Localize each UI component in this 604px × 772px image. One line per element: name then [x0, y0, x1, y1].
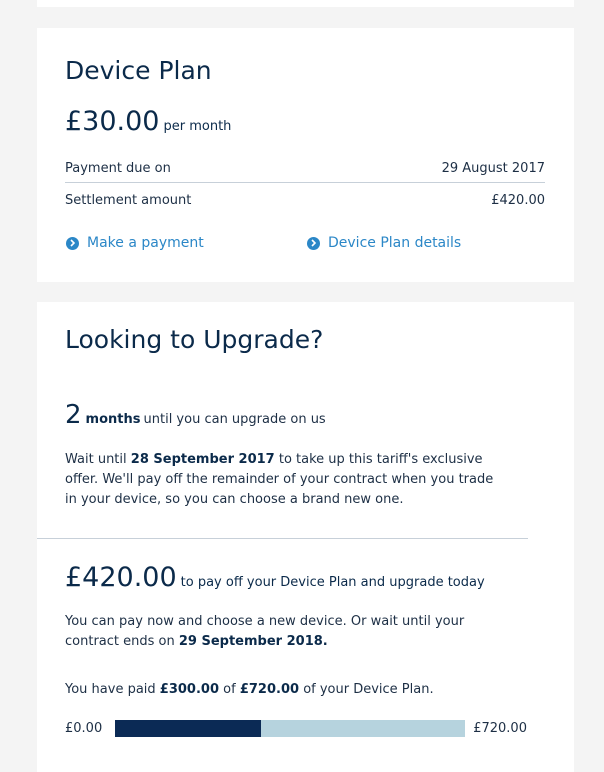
wait-prefix: Wait until — [65, 452, 127, 467]
payoff-text: to pay off your Device Plan and upgrade today — [180, 575, 485, 590]
device-plan-card — [37, 28, 574, 282]
device-plan-details-link[interactable] — [307, 235, 461, 251]
paid-of: of — [223, 682, 236, 697]
months-word: months — [85, 412, 141, 427]
progress-track — [115, 720, 465, 737]
settlement-amount-label: Settlement amount — [65, 192, 192, 208]
payment-due-label: Payment due on — [65, 160, 171, 176]
upgrade-title: Looking to Upgrade? — [65, 325, 324, 354]
device-plan-details-label: Device Plan details — [328, 235, 462, 251]
chevron-right-icon — [307, 237, 320, 250]
settlement-amount-value: £420.00 — [491, 192, 545, 208]
progress-max-label: £720.00 — [473, 720, 527, 736]
make-payment-link[interactable] — [66, 235, 204, 251]
upgrade-card — [37, 302, 574, 772]
wait-suffix: to take up this tariff's exclusive offer. We'll pay off the remainder of your contract when you trade in your device, so you can choose a brand new one. — [65, 452, 494, 507]
chevron-right-icon — [66, 237, 79, 250]
months-until-upgrade — [65, 400, 326, 430]
wait-paragraph — [65, 450, 505, 510]
monthly-price — [65, 106, 231, 137]
contract-end-date: 29 September 2018. — [178, 634, 328, 649]
progress-fill — [115, 720, 261, 737]
section-divider — [37, 538, 528, 539]
payment-due-value: 29 August 2017 — [441, 160, 545, 176]
paid-summary — [65, 680, 545, 700]
device-plan-title: Device Plan — [65, 56, 212, 85]
monthly-price-amount: £30.00 — [65, 106, 160, 137]
wait-date: 28 September 2017 — [130, 452, 275, 467]
monthly-price-suffix: per month — [163, 119, 232, 134]
paid-prefix: You have paid — [65, 682, 156, 697]
payment-due-row — [65, 154, 545, 183]
payment-progress — [65, 718, 527, 738]
progress-min-label: £0.00 — [65, 720, 103, 736]
settlement-amount-row — [65, 186, 545, 214]
paid-suffix: of your Device Plan. — [303, 682, 434, 697]
pay-now-text: You can pay now and choose a new device. Or wait until your contract ends on — [65, 614, 465, 649]
pay-now-paragraph — [65, 612, 505, 652]
months-number: 2 — [65, 400, 82, 430]
payoff-row — [65, 562, 485, 593]
total-amount: £720.00 — [239, 682, 300, 697]
previous-card — [37, 0, 574, 7]
make-payment-label: Make a payment — [87, 235, 204, 251]
payoff-amount: £420.00 — [65, 562, 177, 593]
paid-amount: £300.00 — [159, 682, 220, 697]
months-rest: until you can upgrade on us — [143, 412, 326, 427]
